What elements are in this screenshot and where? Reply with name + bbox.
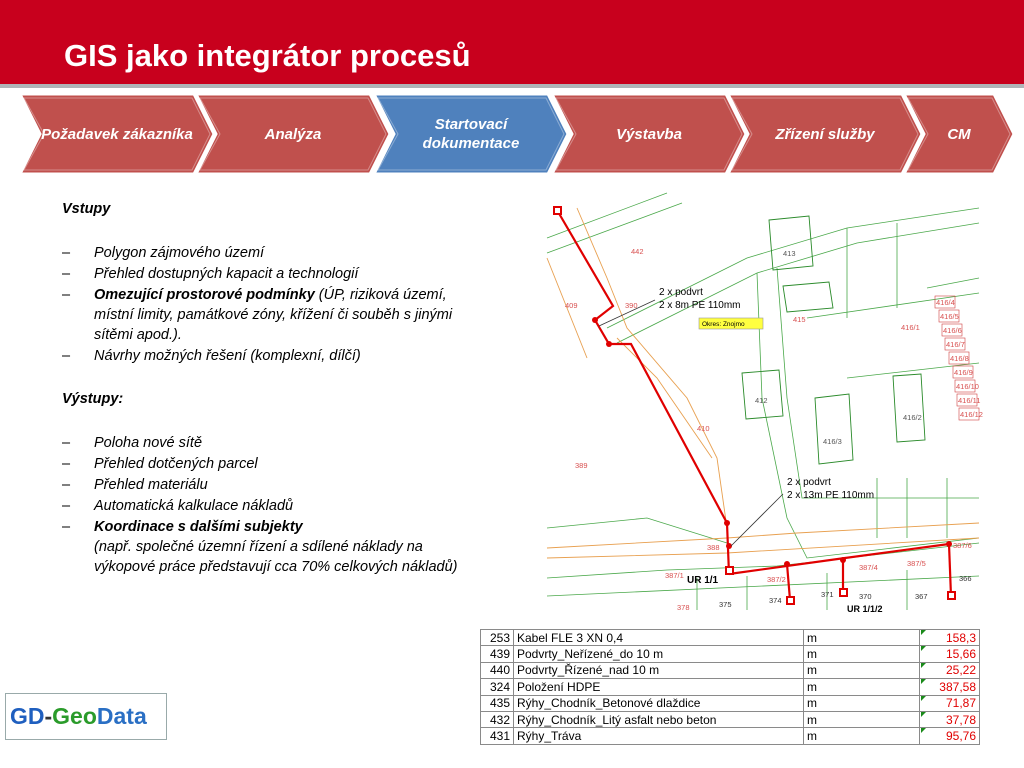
svg-text:416/9: 416/9 <box>954 368 973 377</box>
bullet-dash: – <box>62 477 71 493</box>
svg-text:416/5: 416/5 <box>940 312 959 321</box>
material-val-cell: 25,22 <box>920 662 980 678</box>
bullet-dash: – <box>62 348 71 364</box>
svg-text:367: 367 <box>915 592 928 601</box>
description-text <box>62 198 482 577</box>
material-name-cell: Podvrty_Neřízené_do 10 m <box>514 646 804 662</box>
process-flow <box>0 92 1024 178</box>
material-val-cell: 71,87 <box>920 695 980 711</box>
svg-text:2 x podvrt: 2 x podvrt <box>659 287 703 298</box>
svg-text:374: 374 <box>769 596 782 605</box>
material-name-cell: Rýhy_Chodník_Litý asfalt nebo beton <box>514 711 804 727</box>
svg-text:442: 442 <box>631 247 644 256</box>
svg-text:387/5: 387/5 <box>907 559 926 568</box>
table-row <box>481 679 980 695</box>
output-item: – Přehled dotčených parcel <box>62 453 482 474</box>
svg-text:416/2: 416/2 <box>903 413 922 422</box>
input-item: – Přehled dostupných kapacit a technologií <box>62 263 482 284</box>
svg-text:2 x podvrt: 2 x podvrt <box>787 477 831 488</box>
material-unit-cell: m <box>804 679 920 695</box>
process-step-label: Výstavba <box>616 125 682 143</box>
material-name-cell: Položení HDPE <box>514 679 804 695</box>
input-item: – Polygon zájmového území <box>62 242 482 263</box>
cadastral-map <box>547 198 983 614</box>
svg-text:387/4: 387/4 <box>859 563 878 572</box>
svg-text:416/6: 416/6 <box>943 326 962 335</box>
inputs-list <box>62 242 482 366</box>
svg-text:409: 409 <box>565 301 578 310</box>
svg-text:413: 413 <box>783 249 796 258</box>
table-row <box>481 630 980 646</box>
output-item: – Koordinace s dalšími subjekty (např. společné územní řízení a sdílené náklady na výkopové práce představují cca 70% celkových nákladů) <box>62 516 482 577</box>
inputs-heading: Vstupy <box>62 201 111 217</box>
material-unit-cell: m <box>804 728 920 744</box>
svg-text:370: 370 <box>859 592 872 601</box>
process-step-label: Zřízení služby <box>775 125 875 143</box>
output-item: – Přehled materiálu <box>62 474 482 495</box>
svg-text:388: 388 <box>707 543 720 552</box>
svg-text:416/10: 416/10 <box>956 382 979 391</box>
svg-text:416/12: 416/12 <box>960 410 983 419</box>
svg-text:371: 371 <box>821 590 834 599</box>
svg-text:2 x 8m PE 110mm: 2 x 8m PE 110mm <box>659 300 741 311</box>
svg-text:378: 378 <box>677 603 690 612</box>
svg-text:390: 390 <box>625 301 638 310</box>
svg-text:UR 1/1: UR 1/1 <box>687 575 719 586</box>
outputs-list <box>62 432 482 577</box>
bullet-dash: – <box>62 435 71 451</box>
svg-text:Okres: Znojmo: Okres: Znojmo <box>702 321 745 328</box>
material-code-cell: 440 <box>481 662 514 678</box>
svg-text:366: 366 <box>959 574 972 583</box>
input-item: – Návrhy možných řešení (komplexní, dílčí) <box>62 345 482 366</box>
material-unit-cell: m <box>804 646 920 662</box>
gd-geodata-logo: GD - Geo Data <box>5 693 167 740</box>
bullet-dash: – <box>62 245 71 261</box>
process-step-label: Analýza <box>264 125 322 143</box>
process-step-label: CM <box>947 125 971 143</box>
material-name-cell: Rýhy_Tráva <box>514 728 804 744</box>
output-item: – Poloha nové sítě <box>62 432 482 453</box>
table-row <box>481 646 980 662</box>
title-underline <box>0 84 1024 88</box>
bullet-dash: – <box>62 519 71 535</box>
material-unit-cell: m <box>804 695 920 711</box>
svg-text:416/1: 416/1 <box>901 323 920 332</box>
material-val-cell: 158,3 <box>920 630 980 646</box>
table-row <box>481 728 980 744</box>
table-row <box>481 711 980 727</box>
svg-text:416/7: 416/7 <box>946 340 965 349</box>
material-unit-cell: m <box>804 711 920 727</box>
material-code-cell: 431 <box>481 728 514 744</box>
svg-text:387/6: 387/6 <box>953 541 972 550</box>
svg-text:416/11: 416/11 <box>958 396 981 405</box>
material-name-cell: Kabel FLE 3 XN 0,4 <box>514 630 804 646</box>
bullet-dash: – <box>62 287 71 303</box>
material-unit-cell: m <box>804 630 920 646</box>
svg-text:375: 375 <box>719 600 732 609</box>
svg-text:389: 389 <box>575 461 588 470</box>
material-code-cell: 439 <box>481 646 514 662</box>
svg-text:387/2: 387/2 <box>767 575 786 584</box>
material-unit-cell: m <box>804 662 920 678</box>
svg-text:416/8: 416/8 <box>950 354 969 363</box>
table-row <box>481 695 980 711</box>
bullet-dash: – <box>62 498 71 514</box>
material-val-cell: 15,66 <box>920 646 980 662</box>
svg-text:412: 412 <box>755 396 768 405</box>
material-code-cell: 435 <box>481 695 514 711</box>
materials-table <box>480 629 980 745</box>
table-row <box>481 662 980 678</box>
svg-text:UR 1/1/2: UR 1/1/2 <box>847 604 883 614</box>
material-name-cell: Rýhy_Chodník_Betonové dlaždice <box>514 695 804 711</box>
material-code-cell: 432 <box>481 711 514 727</box>
output-item: – Automatická kalkulace nákladů <box>62 495 482 516</box>
material-val-cell: 95,76 <box>920 728 980 744</box>
material-code-cell: 324 <box>481 679 514 695</box>
slide-title: GIS jako integrátor procesů <box>64 38 471 73</box>
bullet-dash: – <box>62 266 71 282</box>
svg-text:410: 410 <box>697 424 710 433</box>
svg-text:387/1: 387/1 <box>665 571 684 580</box>
svg-text:416/3: 416/3 <box>823 437 842 446</box>
svg-text:415: 415 <box>793 315 806 324</box>
material-name-cell: Podvrty_Řízené_nad 10 m <box>514 662 804 678</box>
process-step-label: Startovací dokumentace <box>422 116 520 152</box>
svg-text:416/4: 416/4 <box>936 298 955 307</box>
material-val-cell: 37,78 <box>920 711 980 727</box>
material-code-cell: 253 <box>481 630 514 646</box>
process-step-label: Požadavek zákazníka <box>41 125 193 143</box>
material-val-cell: 387,58 <box>920 679 980 695</box>
bullet-dash: – <box>62 456 71 472</box>
svg-text:2 x 13m PE 110mm: 2 x 13m PE 110mm <box>787 490 875 501</box>
input-item: – Omezující prostorové podmínky (ÚP, riziková území, místní limity, památkové zóny, křížení či souběh s jinými sítěmi apod.). <box>62 284 482 345</box>
map-drawing <box>547 198 983 614</box>
outputs-heading: Výstupy: <box>62 391 124 407</box>
